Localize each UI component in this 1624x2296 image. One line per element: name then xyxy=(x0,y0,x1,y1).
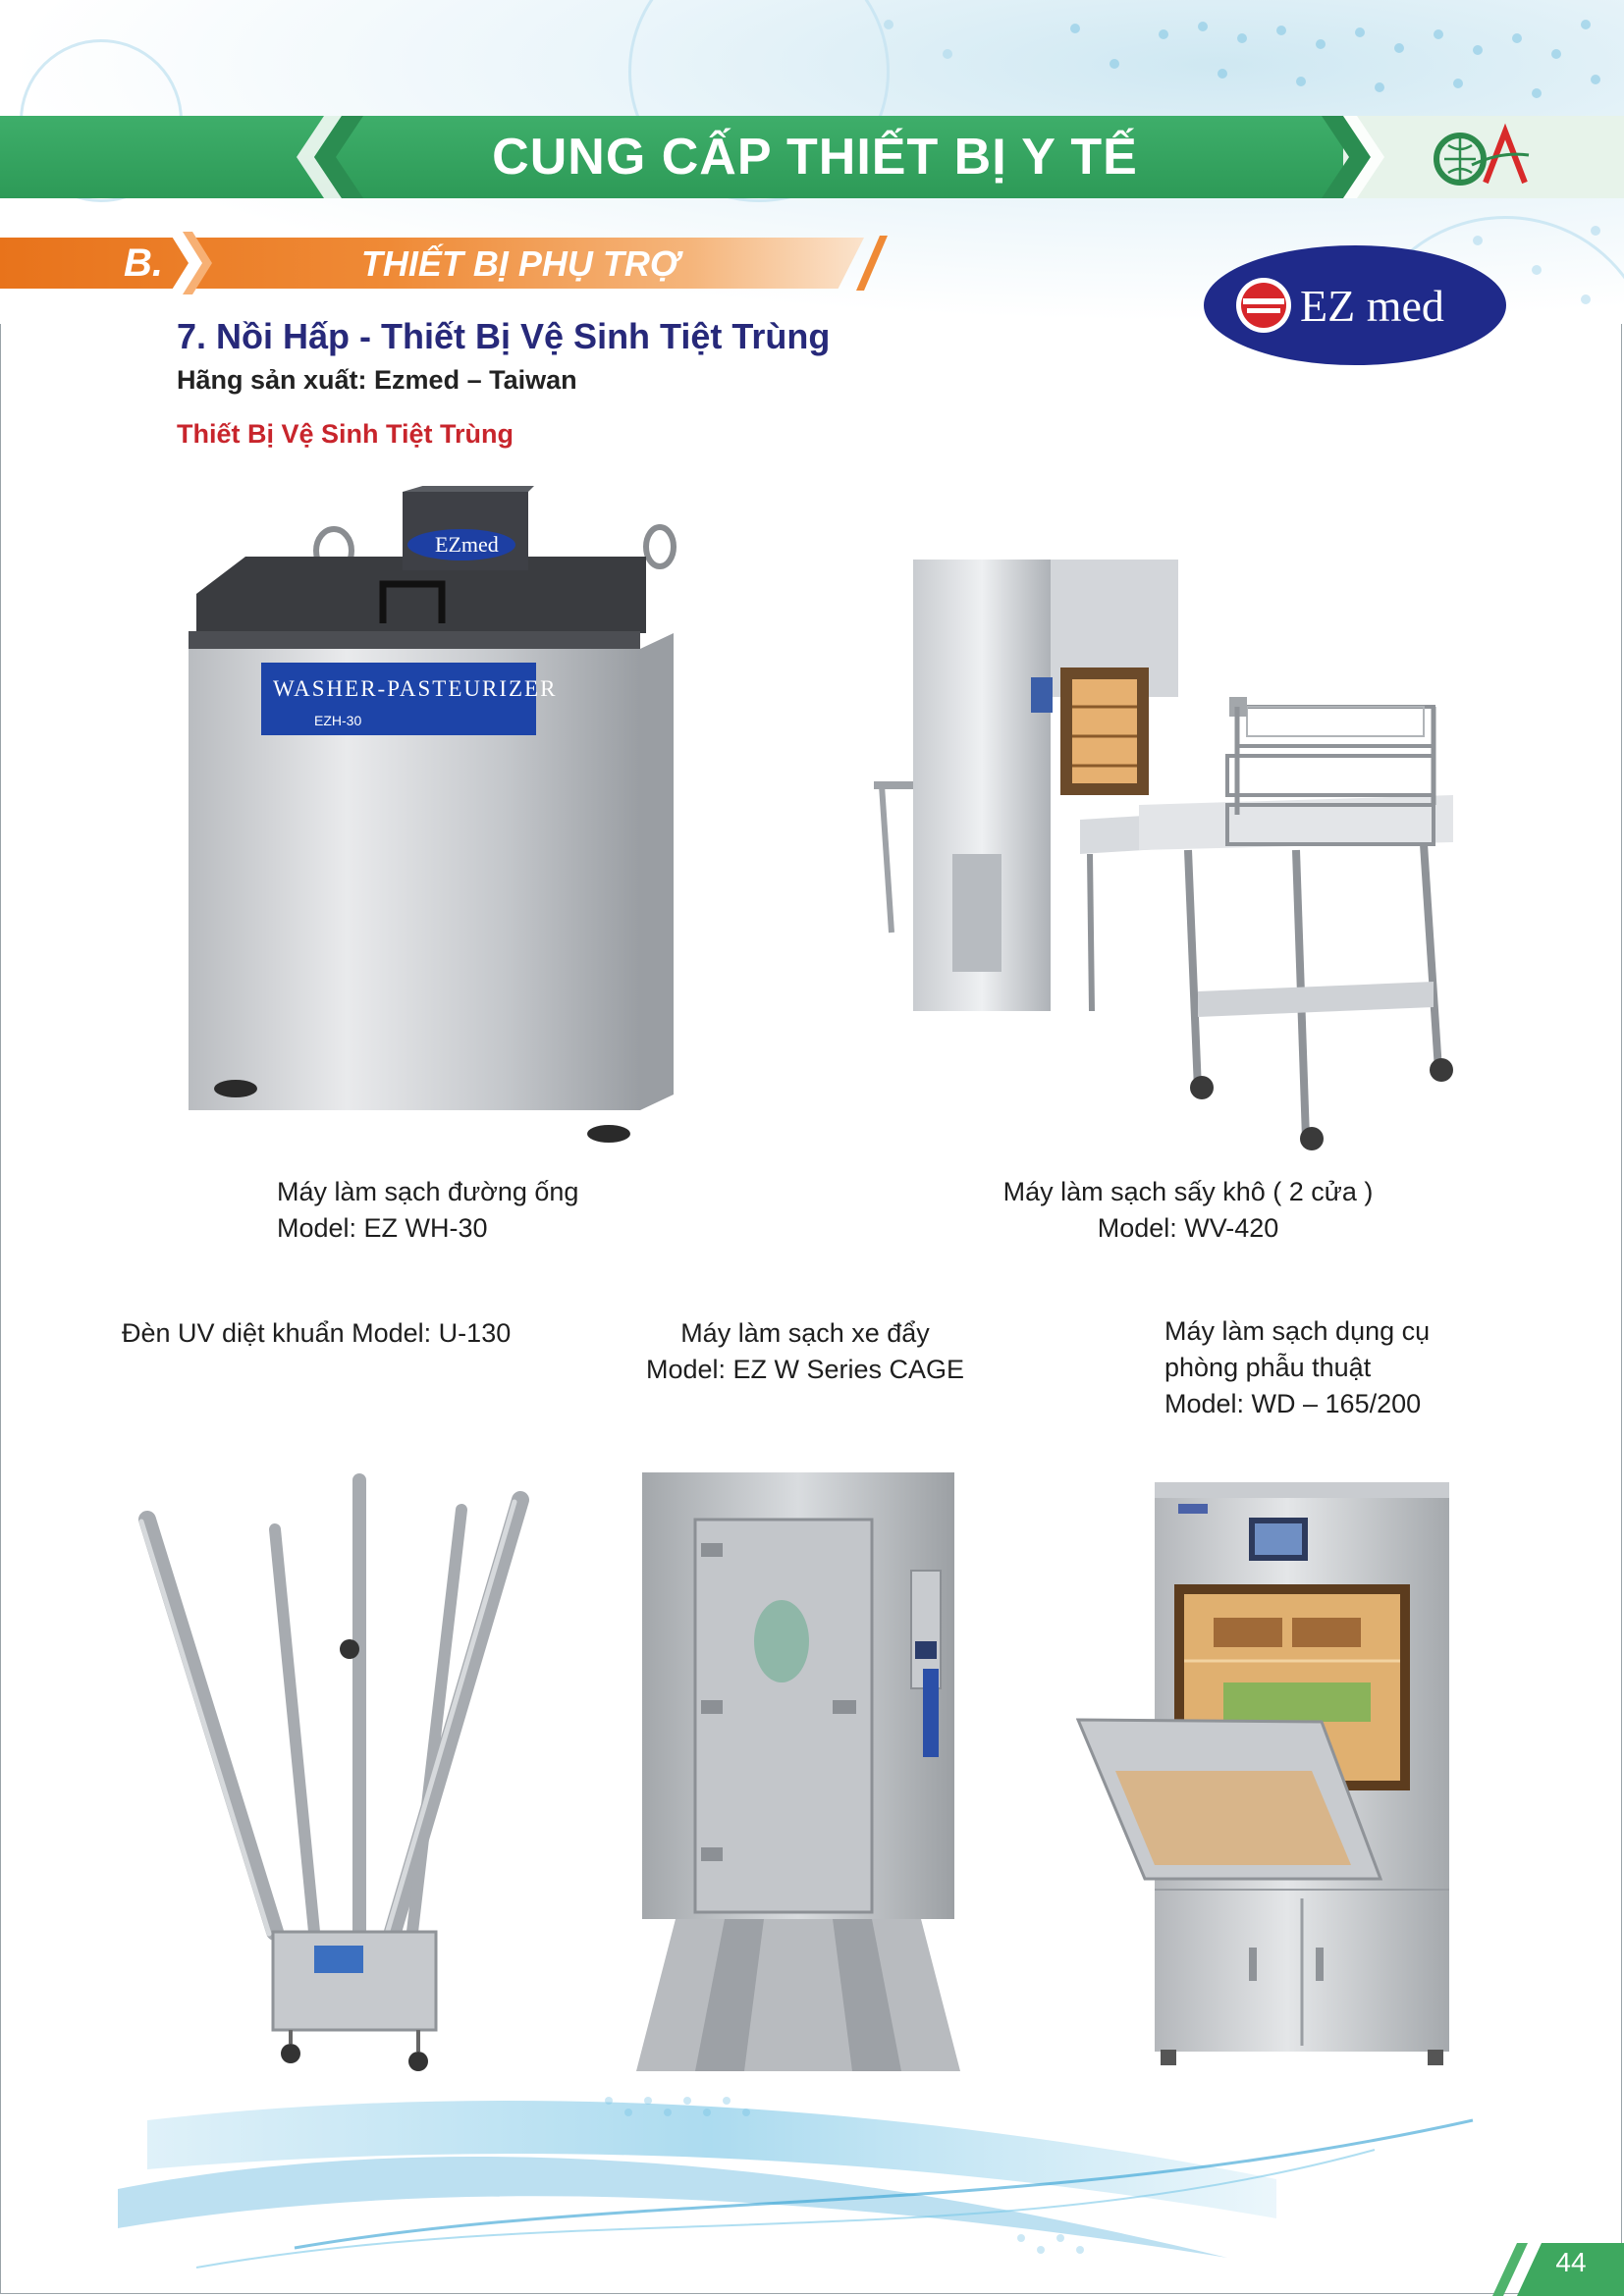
section-chevron-icon xyxy=(165,232,214,294)
caption-washer-dryer: Máy làm sạch sấy khô ( 2 cửa ) Model: WV-420 xyxy=(1002,1177,1374,1243)
gca-globe-logo-icon xyxy=(1429,122,1537,192)
ezmed-brand-logo xyxy=(1202,243,1508,367)
manufacturer-text: Hãng sản xuất: Ezmed – Taiwan xyxy=(177,365,577,395)
instrument-washer-image xyxy=(1076,1476,1473,2065)
section-letter: B. xyxy=(124,241,163,285)
washer-pasteurizer-image xyxy=(177,486,687,1148)
caption-instrument-washer: Máy làm sạch dụng cụ phòng phẫu thuật Model: WD – 165/200 xyxy=(1164,1316,1431,1418)
subheading: Thiết Bị Vệ Sinh Tiệt Trùng xyxy=(177,419,514,449)
caption-uv-lamp: Đèn UV diệt khuẩn Model: U-130 xyxy=(122,1318,512,1348)
panel-model: EZH-30 xyxy=(314,713,362,728)
cart-washer-image xyxy=(636,1472,960,2075)
caption-washer-pasteurizer: Máy làm sạch đường ống Model: EZ WH-30 xyxy=(277,1177,579,1243)
page-title: CUNG CẤP THIẾT BỊ Y TẾ xyxy=(492,129,1138,186)
washer-dryer-two-door-image xyxy=(864,560,1453,1158)
brand-logo-text: EZ med xyxy=(1300,281,1444,331)
section-heading: 7. Nồi Hấp - Thiết Bị Vệ Sinh Tiệt Trùng xyxy=(177,316,831,356)
section-title: THIẾT BỊ PHỤ TRỢ xyxy=(360,243,680,284)
svg-text:EZmed: EZmed xyxy=(435,532,499,557)
uv-lamp-image xyxy=(118,1470,540,2081)
bottom-wave-decoration xyxy=(0,2061,1624,2296)
caption-cart-washer: Máy làm sạch xe đẩy Model: EZ W Series CAGE xyxy=(645,1318,965,1384)
page-number: 44 xyxy=(1555,2247,1587,2277)
panel-label: WASHER-PASTEURIZER xyxy=(273,676,558,701)
section-slash-icon xyxy=(854,236,890,291)
